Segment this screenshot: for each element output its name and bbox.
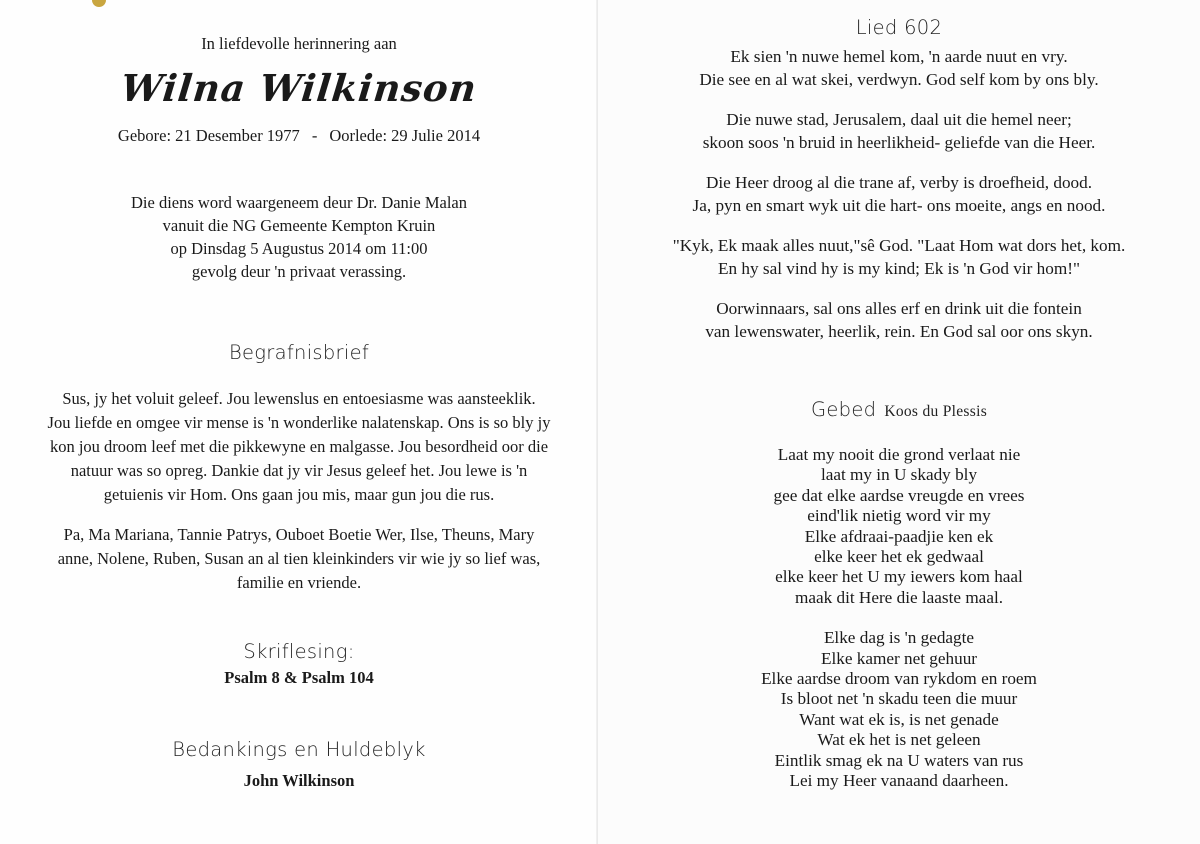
song-line: Die Heer droog al die trane af, verby is droefheid, dood. [705,173,1093,192]
family-line: familie en vriende. [236,573,362,592]
song-line: Die nuwe stad, Jerusalem, daal uit die hemel neer; [726,110,1072,129]
service-line: gevolg deur 'n privaat verassing. [191,262,407,281]
left-page [0,0,598,844]
prayer-line: eind'lik nietig word vir my [807,506,991,526]
letter-line: getuienis vir Hom. Ons gaan jou mis, maar gun jou die rus. [103,485,495,504]
date-separator: - [311,126,318,145]
prayer-line: Elke aardse droom van rykdom en roem [761,669,1037,689]
prayer-title: Gebed [810,398,877,421]
prayer-line: gee dat elke aardse vreugde en vrees [773,485,1025,505]
letter-line: Jou liefde en omgee vir mense is 'n wonderlike nalatenskap. Ons is so bly jy [47,413,551,432]
song-stanza [598,298,1200,343]
song-heading: Lied 602 [855,16,943,39]
song-line: Ek sien 'n nuwe hemel kom, 'n aarde nuut en vry. [730,47,1068,66]
service-details [0,191,598,283]
prayer-line: elke keer het U my iewers kom haal [775,567,1023,587]
family-line: anne, Nolene, Ruben, Susan an al tien kleinkinders vir wie jy so lief was, [57,549,541,568]
letter-heading: Begrafnisbrief [228,341,370,364]
prayer-line: Lei my Heer vanaand daarheen. [789,771,1009,791]
birth-date: Gebore: 21 Desember 1977 [117,126,300,145]
song-stanza [598,235,1200,280]
life-dates [0,126,598,146]
song-stanza [598,109,1200,154]
prayer-heading [598,398,1200,421]
prayer-line: Eintlik smag ek na U waters van rus [774,750,1024,770]
prayer-line: Wat ek het is net geleen [817,730,981,750]
prayer-line: Is bloot net 'n skadu teen die muur [780,689,1018,709]
prayer-line: Elke dag is 'n gedagte [823,628,975,648]
scripture-reading: Psalm 8 & Psalm 104 [224,668,374,687]
service-line: op Dinsdag 5 Augustus 2014 om 11:00 [170,239,428,258]
thanks-speaker: John Wilkinson [243,771,355,790]
thanks-heading: Bedankings en Huldeblyk [172,738,426,761]
prayer-line: elke keer het ek gedwaal [814,547,984,567]
song-stanza [598,172,1200,217]
corner-mark [92,0,106,7]
song-lyrics [598,46,1200,361]
service-line: Die diens word waargeneem deur Dr. Danie Malan [131,193,467,212]
intro-text: In liefdevolle herinnering aan [201,34,397,53]
song-line: En hy sal vind hy is my kind; Ek is 'n God vir hom!" [718,258,1080,278]
deceased-name: Wilna Wilkinson [118,66,480,110]
song-line: skoon soos 'n bruid in heerlikheid- geliefde van die Heer. [702,132,1096,152]
prayer-stanza [598,445,1200,608]
prayer-line: Elke kamer net gehuur [820,648,978,668]
service-line: vanuit die NG Gemeente Kempton Kruin [162,216,436,235]
song-stanza [598,46,1200,91]
letter-line: kon jou droom leef met die pikkewyne en malgasse. Jou besordheid oor die [49,437,549,456]
song-line: van lewenswater, heerlik, rein. En God sal oor ons skyn. [705,321,1093,341]
prayer-text [598,445,1200,812]
family-line: Pa, Ma Mariana, Tannie Patrys, Ouboet Boetie Wer, Ilse, Theuns, Mary [63,525,535,544]
reading-heading: Skriflesing: [243,640,355,663]
funeral-letter [0,387,598,507]
song-line: "Kyk, Ek maak alles nuut,"sê God. "Laat Hom wat dors het, kom. [672,236,1126,255]
prayer-author: Koos du Plessis [884,403,988,420]
prayer-stanza [598,628,1200,791]
family-signature [0,523,598,595]
song-line: Oorwinnaars, sal ons alles erf en drink uit die fontein [716,299,1082,318]
prayer-line: Laat my nooit die grond verlaat nie [777,445,1021,464]
death-date: Oorlede: 29 Julie 2014 [329,126,481,145]
right-page [598,0,1200,844]
letter-line: Sus, jy het voluit geleef. Jou lewenslus en entoesiasme was aansteeklik. [62,389,536,408]
prayer-line: Want wat ek is, is net genade [799,709,999,729]
song-line: Ja, pyn en smart wyk uit die hart- ons moeite, angs en nood. [692,195,1106,215]
song-line: Die see en al wat skei, verdwyn. God self kom by ons bly. [699,69,1099,89]
prayer-line: Elke afdraai-paadjie ken ek [804,526,994,546]
prayer-line: laat my in U skady bly [820,465,978,485]
letter-line: natuur was so opreg. Dankie dat jy vir Jesus geleef het. Jou lewe is 'n [70,461,528,480]
prayer-line: maak dit Here die laaste maal. [794,587,1004,607]
